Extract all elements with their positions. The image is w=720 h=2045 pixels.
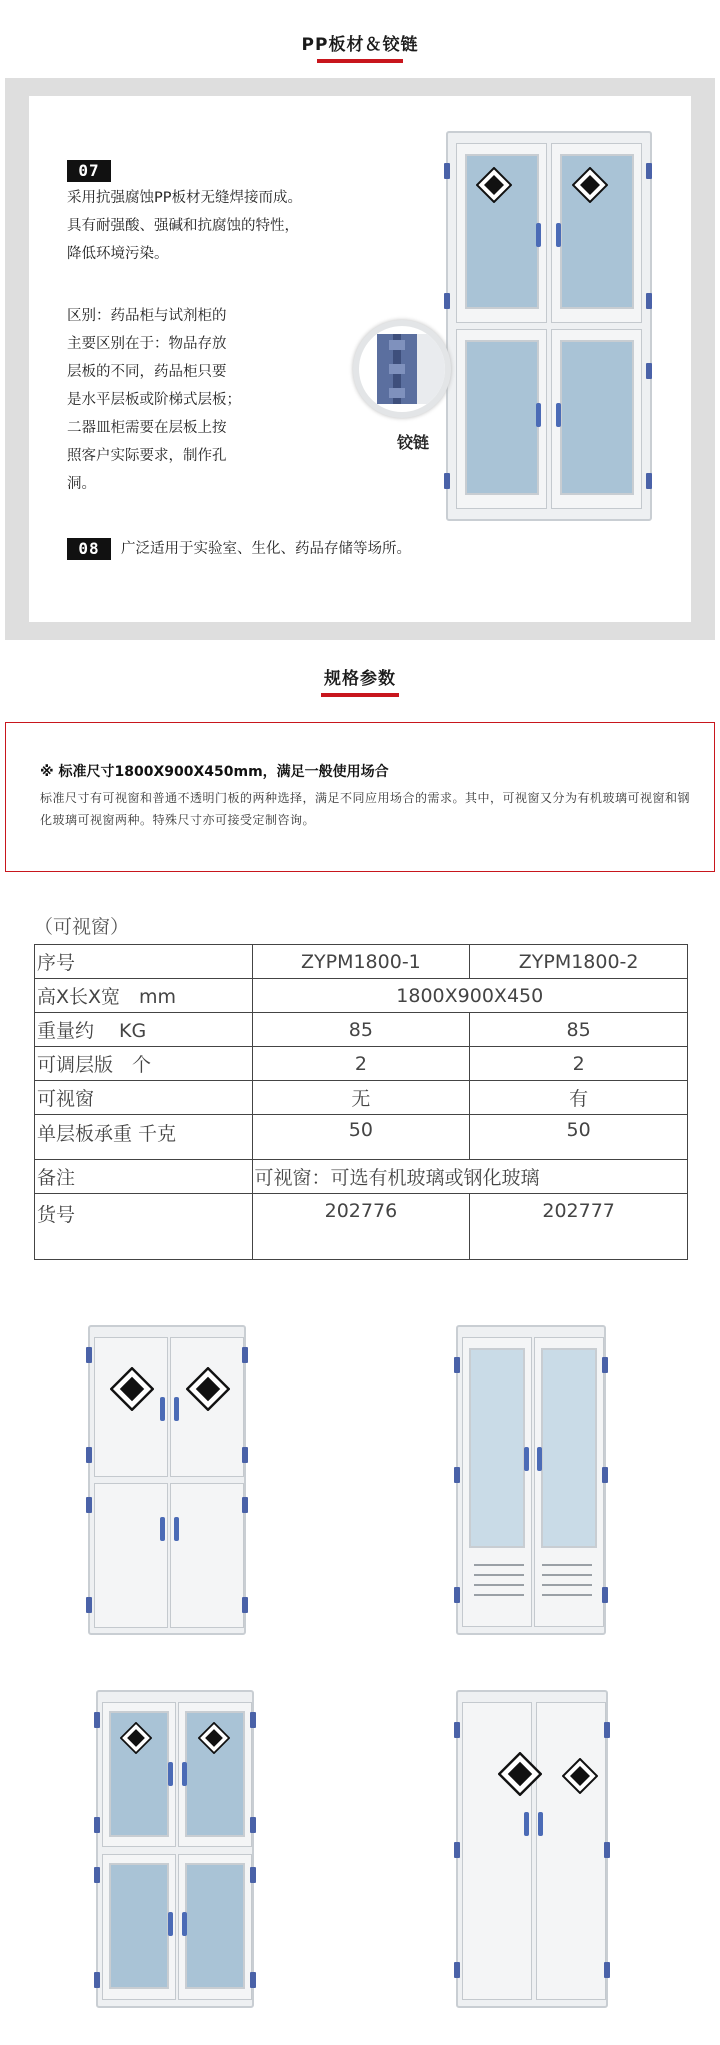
cabinet-door	[102, 1854, 176, 2000]
spec-table	[34, 944, 688, 1260]
cabinet-handle	[160, 1397, 165, 1421]
product-photo-solid-2door	[456, 1690, 608, 2008]
difference-line: 洞。	[67, 476, 96, 492]
cabinet-hinge	[602, 1357, 608, 1373]
difference-text	[67, 302, 241, 498]
spec-description-box	[5, 722, 715, 872]
cabinet-hinge	[250, 1972, 256, 1988]
cell-value: 无	[252, 1081, 470, 1115]
cabinet-handle	[556, 403, 561, 427]
cabinet-handle	[524, 1447, 529, 1471]
feature07-line: 采用抗强腐蚀PP板材无缝焊接而成。	[67, 190, 302, 206]
cell-value: ZYPM1800-1	[252, 945, 470, 979]
product-photo-solid-4door	[88, 1325, 246, 1635]
hazard-corrosive-icon	[562, 1758, 598, 1794]
cabinet-handle	[168, 1762, 173, 1786]
cabinet-hinge	[86, 1447, 92, 1463]
table-row	[35, 1115, 688, 1160]
cabinet-door	[462, 1702, 532, 2000]
hazard-corrosive-icon	[198, 1722, 230, 1754]
cell-value: 85	[470, 1013, 688, 1047]
feature08-text: 广泛适用于实验室、生化、药品存储等场所。	[121, 541, 411, 557]
row-label: 可调层版 个	[35, 1047, 253, 1081]
table-row	[35, 1013, 688, 1047]
hazard-corrosive-icon	[186, 1367, 230, 1411]
table-row	[35, 1047, 688, 1081]
difference-line: 二器皿柜需要在层板上按	[67, 420, 227, 436]
cabinet-handle	[174, 1517, 179, 1541]
cabinet-handle	[174, 1397, 179, 1421]
cabinet-handle	[182, 1912, 187, 1936]
row-label: 序号	[35, 945, 253, 979]
hinge-label: 铰链	[397, 433, 430, 452]
hinge-icon	[359, 326, 445, 412]
cabinet-door	[551, 329, 642, 509]
cell-value: 202776	[252, 1194, 470, 1260]
cell-value: 2	[470, 1047, 688, 1081]
cabinet-hinge	[444, 293, 450, 309]
difference-line: 照客户实际要求，制作孔	[67, 448, 227, 464]
cell-value: 85	[252, 1013, 470, 1047]
table-row	[35, 1194, 688, 1260]
cabinet-handle	[537, 1447, 542, 1471]
feature-panel	[5, 78, 715, 640]
cabinet-hinge	[242, 1347, 248, 1363]
cabinet-glass	[541, 1348, 597, 1548]
table-row	[35, 979, 688, 1013]
hazard-corrosive-icon	[110, 1367, 154, 1411]
cabinet-door	[94, 1483, 168, 1628]
cabinet-hinge	[242, 1597, 248, 1613]
cabinet-door	[536, 1702, 606, 2000]
cabinet-hinge	[454, 1842, 460, 1858]
cabinet-hinge	[646, 363, 652, 379]
feature07-text	[67, 184, 302, 268]
cabinet-hinge	[602, 1467, 608, 1483]
cabinet-hinge	[454, 1357, 460, 1373]
hazard-corrosive-icon	[572, 167, 608, 203]
cabinet-hinge	[86, 1347, 92, 1363]
hinge-zoom-image	[353, 320, 451, 418]
cabinet-hinge	[94, 1817, 100, 1833]
cabinet-hinge	[604, 1842, 610, 1858]
cabinet-hinge	[604, 1962, 610, 1978]
row-label: 货号	[35, 1194, 253, 1260]
cabinet-hinge	[602, 1587, 608, 1603]
product-photo-glass-2door	[456, 1325, 606, 1635]
cabinet-hinge	[250, 1712, 256, 1728]
badge-08: 08	[67, 538, 111, 560]
cabinet-handle	[524, 1812, 529, 1836]
difference-line: 层板的不同，药品柜只要	[67, 364, 227, 380]
row-label: 重量约 KG	[35, 1013, 253, 1047]
cabinet-hinge	[454, 1722, 460, 1738]
glass-cabinet-image	[446, 131, 652, 521]
cabinet-glass	[185, 1863, 245, 1989]
section-title-spec	[0, 664, 720, 697]
cabinet-handle	[556, 223, 561, 247]
cabinet-hinge	[86, 1497, 92, 1513]
cabinet-glass	[560, 340, 634, 495]
section-title-pp	[0, 30, 720, 63]
cabinet-hinge	[242, 1447, 248, 1463]
spec-description: 标准尺寸有可视窗和普通不透明门板的两种选择，满足不同应用场合的需求。其中，可视窗又分为有机玻璃可视窗和钢化玻璃可视窗两种。特殊尺寸亦可接受定制咨询。	[40, 791, 691, 827]
product-photo-glass-4door	[96, 1690, 254, 2008]
hazard-corrosive-icon	[120, 1722, 152, 1754]
cabinet-hinge	[454, 1962, 460, 1978]
row-label: 高X长X宽 mm	[35, 979, 253, 1013]
cabinet-door	[170, 1483, 244, 1628]
cabinet-hinge	[646, 473, 652, 489]
table-row	[35, 1081, 688, 1115]
row-label: 单层板承重 千克	[35, 1115, 253, 1160]
cabinet-hinge	[646, 163, 652, 179]
cabinet-hinge	[94, 1972, 100, 1988]
cabinet-glass	[469, 1348, 525, 1548]
cabinet-hinge	[94, 1867, 100, 1883]
cabinet-hinge	[444, 473, 450, 489]
cabinet-handle	[536, 403, 541, 427]
cell-value: 有	[470, 1081, 688, 1115]
title-underline	[321, 693, 399, 697]
feature07-line: 降低环境污染。	[67, 246, 169, 262]
hazard-corrosive-icon	[498, 1752, 542, 1796]
cabinet-hinge	[444, 163, 450, 179]
cabinet-handle	[182, 1762, 187, 1786]
cabinet-handle	[168, 1912, 173, 1936]
difference-line: 是水平层板或阶梯式层板；	[67, 392, 241, 408]
table-caption: （可视窗）	[34, 916, 130, 938]
cabinet-hinge	[250, 1817, 256, 1833]
cabinet-hinge	[454, 1467, 460, 1483]
cabinet-handle	[160, 1517, 165, 1541]
cell-value: ZYPM1800-2	[470, 945, 688, 979]
cabinet-hinge	[86, 1597, 92, 1613]
cabinet-handle	[536, 223, 541, 247]
difference-line: 主要区别在于：物品存放	[67, 336, 227, 352]
section-title-pp-text: PP板材＆铰链	[301, 35, 419, 55]
cabinet-glass	[109, 1863, 169, 1989]
row-label: 备注	[35, 1160, 253, 1194]
row-label: 可视窗	[35, 1081, 253, 1115]
section-title-spec-text: 规格参数	[324, 669, 396, 689]
cabinet-hinge	[454, 1587, 460, 1603]
cabinet-hinge	[242, 1497, 248, 1513]
cell-value: 1800X900X450	[252, 979, 687, 1013]
table-row	[35, 1160, 688, 1194]
feature07-line: 具有耐强酸、强碱和抗腐蚀的特性，	[67, 218, 299, 234]
cell-value: 2	[252, 1047, 470, 1081]
cell-value: 50	[470, 1115, 688, 1160]
cabinet-hinge	[604, 1722, 610, 1738]
badge-07: 07	[67, 160, 111, 182]
cell-value: 可视窗：可选有机玻璃或钢化玻璃	[252, 1160, 687, 1194]
difference-line: 区别：药品柜与试剂柜的	[67, 308, 227, 324]
hazard-corrosive-icon	[476, 167, 512, 203]
spec-heading: ※ 标准尺寸1800X900X450mm，满足一般使用场合	[40, 764, 389, 780]
cabinet-hinge	[646, 293, 652, 309]
cabinet-door	[178, 1854, 252, 2000]
cell-value: 50	[252, 1115, 470, 1160]
cabinet-hinge	[94, 1712, 100, 1728]
vent-grille	[470, 1559, 596, 1609]
cell-value: 202777	[470, 1194, 688, 1260]
feature-panel-inner	[29, 96, 691, 622]
cabinet-glass	[465, 340, 539, 495]
cabinet-hinge	[250, 1867, 256, 1883]
table-row	[35, 945, 688, 979]
cabinet-door	[456, 329, 547, 509]
cabinet-handle	[538, 1812, 543, 1836]
title-underline	[317, 59, 403, 63]
